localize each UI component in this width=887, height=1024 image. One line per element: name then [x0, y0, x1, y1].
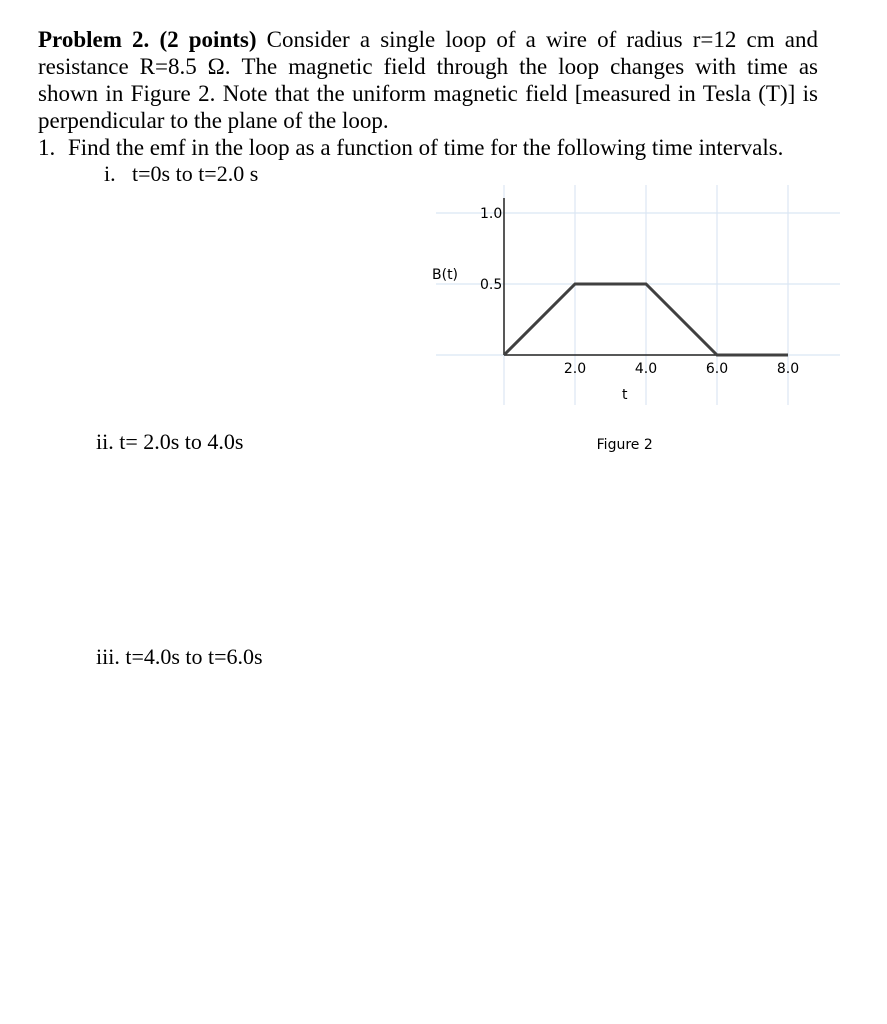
problem-statement [38, 26, 818, 134]
subpart-i [104, 161, 258, 187]
y-tick-label-0: 1.0 [480, 206, 503, 222]
subpart-i-text: t=0s to t=2.0 s [132, 161, 259, 186]
question-text: Find the emf in the loop as a function of time for the following time intervals. [68, 135, 784, 160]
x-tick-label-0: 2.0 [563, 361, 587, 377]
problem-heading: Problem 2. (2 points) [38, 27, 257, 52]
question-1 [38, 134, 783, 161]
problem-body: Consider a single loop of a wire of radius r=12 cm and resistance R=8.5 Ω. The magnetic field through the loop changes with time as shown in Figure 2. Note that the uniform magnetic field [measured in Tesla (T)] is perpendicular to the plane of the loop. [38, 27, 818, 133]
figure-caption: Figure 2 [596, 437, 653, 453]
b-field-chart [420, 185, 860, 475]
x-tick-label-3: 8.0 [776, 361, 800, 377]
x-axis-label: t [621, 387, 628, 403]
question-number: 1. [38, 135, 56, 160]
subpart-iii: iii. t=4.0s to t=6.0s [96, 644, 263, 669]
figure-2 [420, 185, 860, 475]
y-axis-label: B(t) [432, 267, 459, 283]
x-tick-label-1: 4.0 [634, 361, 658, 377]
subpart-i-label: i. [104, 161, 116, 186]
subpart-ii: ii. t= 2.0s to 4.0s [96, 429, 244, 454]
y-tick-label-1: 0.5 [480, 277, 503, 293]
x-tick-label-2: 6.0 [705, 361, 729, 377]
